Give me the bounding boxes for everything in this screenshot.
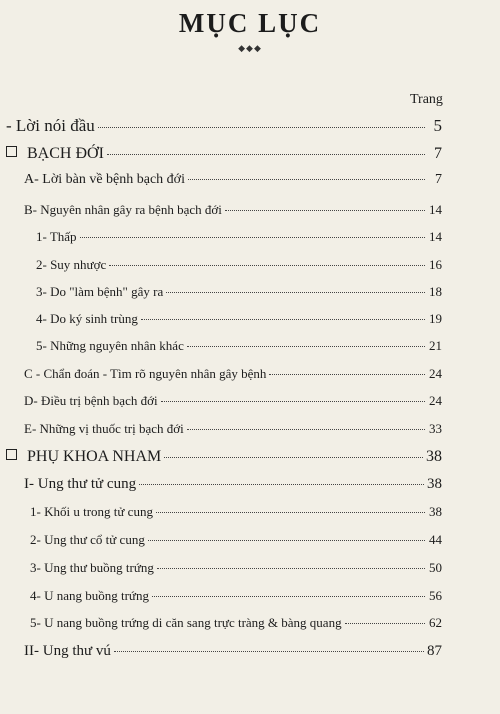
toc-entry-page: 33 <box>429 421 442 436</box>
toc-entry-i <box>24 476 442 493</box>
leader-dots <box>98 127 425 128</box>
ornament: ◆◆◆ <box>238 43 262 53</box>
toc-entry-label: BẠCH ĐỚI <box>27 145 104 162</box>
leader-dots <box>187 346 425 347</box>
toc-entry-i1 <box>30 504 442 520</box>
leader-dots <box>156 512 425 513</box>
toc-section-bach-doi <box>6 145 442 163</box>
toc-entry-page: 50 <box>429 560 442 575</box>
toc-entry-page: 62 <box>429 615 442 630</box>
leader-dots <box>141 319 425 320</box>
leader-dots <box>269 374 425 375</box>
toc-entry-page: 44 <box>429 532 442 547</box>
toc-entry-page: 56 <box>429 588 442 603</box>
toc-entry-page: 24 <box>429 366 442 381</box>
toc-entry-label: A- Lời bàn về bệnh bạch đới <box>24 172 185 187</box>
page-title: MỤC LỤC <box>178 8 322 38</box>
toc-entry-label: E- Những vị thuốc trị bạch đới <box>24 421 184 436</box>
leader-dots <box>188 179 425 180</box>
toc-entry-i4 <box>30 588 442 604</box>
leader-dots <box>225 210 425 211</box>
toc-entry-ii <box>24 643 442 660</box>
toc-entry-label: I- Ung thư tử cung <box>24 476 137 492</box>
toc-entry-label: C - Chẩn đoán - Tìm rõ nguyên nhân gây bệnh <box>24 366 267 381</box>
toc-entry-preface <box>6 116 442 136</box>
leader-dots <box>345 623 425 624</box>
toc-entry-page: 5 <box>433 116 442 135</box>
toc-entry-page: 38 <box>427 476 442 492</box>
toc-entry-i3 <box>30 560 442 576</box>
toc-entry-label: 1- Khối u trong tử cung <box>30 504 153 519</box>
leader-dots <box>114 651 424 652</box>
leader-dots <box>148 540 425 541</box>
toc-entry-page: 38 <box>426 448 442 465</box>
toc-entry-d <box>24 393 442 409</box>
toc-entry-label: 4- Do ký sinh trùng <box>36 311 138 326</box>
toc-entry-label: 1- Thấp <box>36 229 77 244</box>
toc-entry-page: 16 <box>429 257 442 272</box>
checkbox-square-icon <box>6 146 17 157</box>
toc-entry-label: D- Điều trị bệnh bạch đới <box>24 393 158 408</box>
toc-section-phu-khoa-nham <box>6 448 442 466</box>
toc-entry-label: 4- U nang buồng trứng <box>30 588 149 603</box>
toc-entry-page: 38 <box>429 504 442 519</box>
toc-entry-page: 7 <box>435 172 442 187</box>
leader-dots <box>161 401 425 402</box>
toc-entry-b1 <box>36 229 442 245</box>
toc-entry-label: 2- Suy nhược <box>36 257 107 272</box>
toc-entry-a <box>24 172 442 188</box>
page-column-header: Trang <box>410 92 443 107</box>
toc-entry-page: 14 <box>429 202 442 217</box>
toc-entry-b5 <box>36 338 442 354</box>
leader-dots <box>187 429 425 430</box>
toc-entry-page: 14 <box>429 229 442 244</box>
toc-entry-label: 2- Ung thư cổ tử cung <box>30 532 145 547</box>
toc-entry-i2 <box>30 532 442 548</box>
checkbox-square-icon <box>6 449 17 460</box>
toc-entry-label: B- Nguyên nhân gây ra bệnh bạch đới <box>24 202 222 217</box>
leader-dots <box>109 265 425 266</box>
toc-entry-e <box>24 421 442 437</box>
toc-entry-label: II- Ung thư vú <box>24 643 111 659</box>
toc-entry-i5 <box>30 615 442 631</box>
toc-entry-page: 18 <box>429 284 442 299</box>
leader-dots <box>107 154 425 155</box>
toc-entry-c <box>24 366 442 382</box>
leader-dots <box>80 237 425 238</box>
toc-entry-page: 24 <box>429 393 442 408</box>
leader-dots <box>164 457 423 458</box>
toc-entry-b3 <box>36 284 442 300</box>
toc-entry-b <box>24 202 442 218</box>
toc-entry-page: 87 <box>427 643 442 659</box>
toc-entry-label: 3- Do "làm bệnh" gây ra <box>36 284 164 299</box>
toc-entry-b2 <box>36 257 442 273</box>
toc-entry-page: 7 <box>434 145 442 162</box>
toc-entry-page: 21 <box>429 338 442 353</box>
toc-entry-b4 <box>36 311 442 327</box>
leader-dots <box>157 568 425 569</box>
leader-dots <box>139 484 424 485</box>
toc-entry-page: 19 <box>429 311 442 326</box>
toc-entry-label: 5- Những nguyên nhân khác <box>36 338 184 353</box>
toc-entry-label: PHỤ KHOA NHAM <box>27 448 162 465</box>
leader-dots <box>166 292 425 293</box>
leader-dots <box>152 596 425 597</box>
toc-entry-label: 3- Ung thư buồng trứng <box>30 560 154 575</box>
toc-entry-label: - Lời nói đầu <box>6 116 95 135</box>
toc-entry-label: 5- U nang buồng trứng di căn sang trực tràng & bàng quang <box>30 615 342 630</box>
